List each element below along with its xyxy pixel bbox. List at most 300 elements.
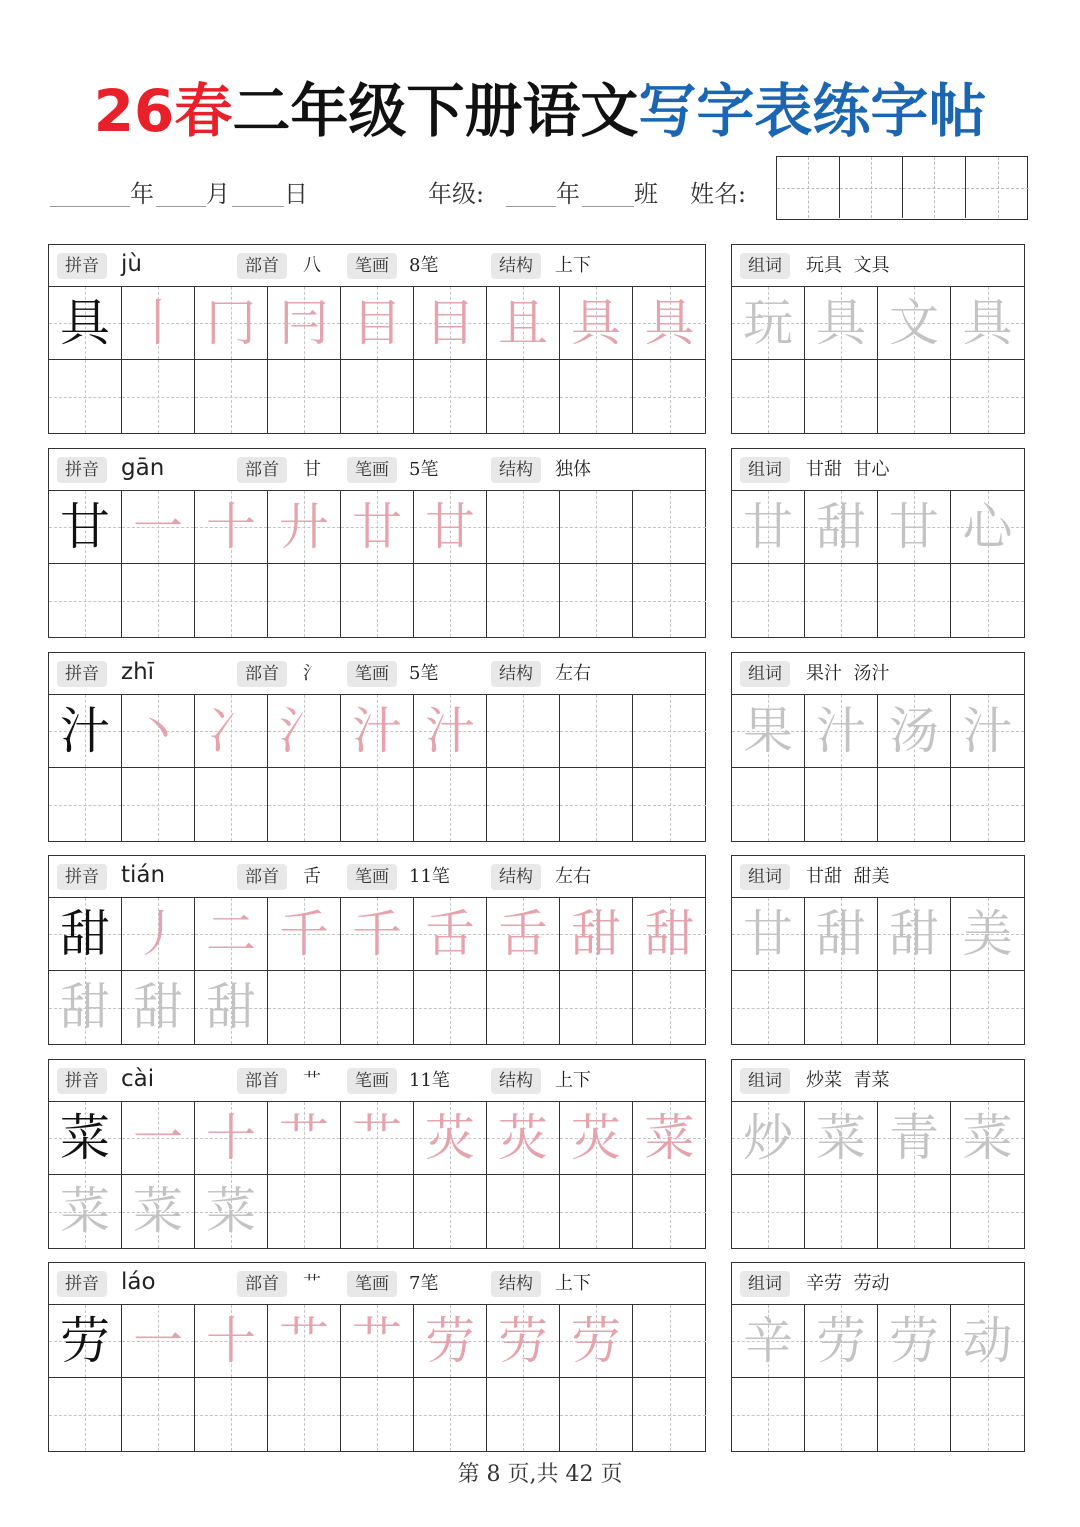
character-info-header [49, 449, 705, 491]
pinyin-value: láo [121, 1269, 156, 1295]
practice-cell[interactable] [195, 695, 268, 768]
day-blank[interactable] [232, 206, 284, 207]
word-trace-character: 甜 [816, 498, 866, 556]
character-practice-panel [48, 448, 706, 638]
structure-value: 左右 [555, 663, 591, 684]
practice-cell[interactable] [951, 768, 1024, 841]
practice-cell[interactable] [560, 1175, 633, 1248]
practice-cell[interactable] [122, 564, 195, 637]
practice-cell[interactable] [122, 768, 195, 841]
strokes-value: 5笔 [409, 459, 439, 480]
stroke-order-step: 具 [571, 294, 621, 352]
words-label: 组词 [740, 864, 790, 890]
practice-cell[interactable] [805, 564, 878, 637]
practice-cell[interactable] [805, 360, 878, 433]
practice-cell[interactable] [560, 768, 633, 841]
character-practice-panel [48, 1262, 706, 1452]
character-practice-panel [48, 244, 706, 434]
practice-cell[interactable] [560, 695, 633, 768]
practice-cell[interactable] [414, 695, 487, 768]
practice-cell[interactable] [878, 1305, 951, 1378]
stroke-order-step: 冫 [206, 702, 256, 760]
radical-value: 艹 [303, 1070, 321, 1091]
practice-cell[interactable] [414, 360, 487, 433]
strokes-value: 11笔 [409, 1070, 450, 1091]
practice-cell[interactable] [633, 768, 706, 841]
practice-cell[interactable] [341, 898, 414, 971]
practice-cell[interactable] [951, 971, 1024, 1044]
practice-cell[interactable] [732, 360, 805, 433]
practice-cell[interactable] [633, 491, 706, 564]
practice-cell[interactable] [341, 287, 414, 360]
structure-value: 上下 [555, 1070, 591, 1091]
practice-cell[interactable] [341, 1175, 414, 1248]
practice-cell[interactable] [341, 360, 414, 433]
grade-year-label: 年 [556, 180, 580, 208]
practice-cell[interactable] [951, 360, 1024, 433]
practice-cell[interactable] [487, 898, 560, 971]
words-value: 甘甜 甘心 [806, 459, 890, 480]
practice-cell[interactable] [732, 1305, 805, 1378]
word-trace-character: 具 [962, 294, 1013, 352]
practice-cell[interactable] [805, 898, 878, 971]
trace-character: 菜 [133, 1182, 183, 1240]
model-character: 菜 [60, 1109, 110, 1167]
practice-cell[interactable] [878, 971, 951, 1044]
stroke-order-step: 舌 [498, 905, 548, 963]
practice-cell[interactable] [414, 898, 487, 971]
word-practice-panel [731, 448, 1025, 638]
practice-cell[interactable] [414, 564, 487, 637]
practice-cell[interactable] [122, 287, 195, 360]
structure-label: 结构 [491, 864, 541, 890]
practice-cell[interactable] [122, 971, 195, 1044]
word-trace-character: 劳 [889, 1312, 939, 1370]
practice-cell[interactable] [268, 491, 341, 564]
practice-cell[interactable] [341, 1378, 414, 1451]
practice-cell[interactable] [268, 1378, 341, 1451]
pinyin-value: gān [121, 455, 165, 481]
practice-cell[interactable] [878, 491, 951, 564]
practice-cell[interactable] [268, 287, 341, 360]
words-value: 玩具 文具 [806, 255, 890, 276]
practice-cell[interactable] [49, 1102, 122, 1175]
info-row [50, 176, 780, 216]
practice-cell[interactable] [195, 491, 268, 564]
radical-label: 部首 [237, 661, 287, 687]
practice-cell[interactable] [49, 898, 122, 971]
practice-cell[interactable] [560, 1378, 633, 1451]
practice-cell[interactable] [122, 1102, 195, 1175]
strokes-value: 8笔 [409, 255, 439, 276]
practice-cell[interactable] [560, 564, 633, 637]
stroke-order-step: 丶 [133, 702, 183, 760]
practice-cell[interactable] [49, 768, 122, 841]
practice-cell[interactable] [195, 287, 268, 360]
model-character: 汁 [60, 702, 110, 760]
practice-cell[interactable] [122, 360, 195, 433]
radical-value: 舌 [303, 866, 321, 887]
practice-cell[interactable] [341, 768, 414, 841]
date-year-label: 年 [130, 180, 154, 208]
structure-value: 独体 [555, 459, 591, 480]
radical-label: 部首 [237, 457, 287, 483]
practice-cell[interactable] [878, 768, 951, 841]
practice-cell[interactable] [560, 287, 633, 360]
name-cell[interactable] [966, 157, 1029, 218]
stroke-order-step: 劳 [571, 1312, 621, 1370]
practice-cell[interactable] [633, 1378, 706, 1451]
practice-cell[interactable] [341, 1305, 414, 1378]
class-label: 班 [634, 180, 658, 208]
character-block [0, 244, 1080, 434]
practice-cell[interactable] [487, 1378, 560, 1451]
structure-value: 左右 [555, 866, 591, 887]
strokes-value: 7笔 [409, 1273, 439, 1294]
stroke-order-step: 甜 [644, 905, 695, 963]
practice-cell[interactable] [805, 287, 878, 360]
name-cell[interactable] [903, 157, 966, 218]
structure-label: 结构 [491, 1068, 541, 1094]
practice-cell[interactable] [633, 1175, 706, 1248]
title-red-part: 26春 [93, 77, 233, 145]
practice-cell[interactable] [560, 971, 633, 1044]
practice-cell[interactable] [122, 1175, 195, 1248]
practice-cell[interactable] [122, 695, 195, 768]
practice-cell[interactable] [560, 360, 633, 433]
practice-cell[interactable] [732, 768, 805, 841]
practice-cell[interactable] [195, 1175, 268, 1248]
practice-cell[interactable] [49, 1378, 122, 1451]
practice-cell[interactable] [732, 898, 805, 971]
practice-cell[interactable] [122, 1378, 195, 1451]
word-trace-character: 文 [889, 294, 939, 352]
practice-cell[interactable] [951, 564, 1024, 637]
word-trace-character: 甘 [743, 498, 793, 556]
practice-cell[interactable] [878, 1378, 951, 1451]
practice-cell[interactable] [633, 360, 706, 433]
pinyin-value: tián [121, 862, 166, 888]
strokes-label: 笔画 [347, 1068, 397, 1094]
word-practice-panel [731, 1059, 1025, 1249]
practice-cell[interactable] [878, 695, 951, 768]
practice-cell[interactable] [560, 1305, 633, 1378]
practice-cell[interactable] [49, 1305, 122, 1378]
practice-cell[interactable] [268, 1102, 341, 1175]
word-info-header [732, 856, 1024, 898]
practice-cell[interactable] [805, 1175, 878, 1248]
practice-cell[interactable] [414, 1305, 487, 1378]
practice-cell[interactable] [487, 695, 560, 768]
practice-cell[interactable] [195, 898, 268, 971]
radical-label: 部首 [237, 864, 287, 890]
pinyin-label: 拼音 [57, 1068, 107, 1094]
pinyin-label: 拼音 [57, 661, 107, 687]
stroke-order-step: 十 [206, 1109, 256, 1167]
practice-cell[interactable] [268, 768, 341, 841]
character-block [0, 855, 1080, 1045]
practice-cell[interactable] [49, 491, 122, 564]
stroke-order-step: 苂 [498, 1109, 548, 1167]
character-block [0, 1059, 1080, 1249]
stroke-order-step: 廿 [352, 498, 402, 556]
word-trace-character: 甘 [743, 905, 793, 963]
practice-cell[interactable] [633, 1102, 706, 1175]
page-footer: 第 8 页,共 42 页 [457, 1462, 623, 1487]
practice-cell[interactable] [414, 287, 487, 360]
practice-cell[interactable] [951, 695, 1024, 768]
practice-cell[interactable] [805, 971, 878, 1044]
title-black-part: 二年级下册语文 [232, 77, 639, 145]
stroke-order-step: 千 [352, 905, 402, 963]
practice-cell[interactable] [487, 1102, 560, 1175]
practice-cell[interactable] [805, 768, 878, 841]
practice-cell[interactable] [951, 1378, 1024, 1451]
pinyin-label: 拼音 [57, 457, 107, 483]
practice-cell[interactable] [49, 695, 122, 768]
practice-cell[interactable] [878, 898, 951, 971]
stroke-order-step: 劳 [498, 1312, 548, 1370]
practice-cell[interactable] [195, 1378, 268, 1451]
words-value: 炒菜 青菜 [806, 1070, 890, 1091]
word-info-header [732, 1263, 1024, 1305]
practice-cell[interactable] [268, 898, 341, 971]
character-practice-panel [48, 652, 706, 842]
practice-cell[interactable] [805, 491, 878, 564]
practice-cell[interactable] [732, 287, 805, 360]
stroke-order-step: 二 [206, 905, 256, 963]
practice-cell[interactable] [268, 564, 341, 637]
model-character: 劳 [60, 1312, 110, 1370]
radical-value: 甘 [303, 459, 321, 480]
practice-cell[interactable] [487, 971, 560, 1044]
stroke-order-step: 一 [133, 1312, 183, 1370]
practice-cell[interactable] [878, 360, 951, 433]
stroke-order-step: 目 [425, 294, 475, 352]
practice-cell[interactable] [732, 695, 805, 768]
word-trace-character: 青 [889, 1109, 939, 1167]
character-practice-panel [48, 855, 706, 1045]
stroke-order-step: 具 [644, 294, 695, 352]
structure-label: 结构 [491, 661, 541, 687]
stroke-order-step: 汁 [352, 702, 402, 760]
practice-cell[interactable] [195, 1102, 268, 1175]
practice-cell[interactable] [951, 287, 1024, 360]
practice-cell[interactable] [878, 564, 951, 637]
practice-cell[interactable] [805, 1378, 878, 1451]
practice-cell[interactable] [49, 287, 122, 360]
practice-cell[interactable] [487, 564, 560, 637]
practice-cell[interactable] [951, 1102, 1024, 1175]
word-trace-character: 菜 [816, 1109, 866, 1167]
trace-character: 菜 [206, 1182, 256, 1240]
strokes-label: 笔画 [347, 253, 397, 279]
practice-cell[interactable] [805, 695, 878, 768]
words-label: 组词 [740, 253, 790, 279]
character-block [0, 652, 1080, 842]
practice-cell[interactable] [633, 564, 706, 637]
practice-cell[interactable] [951, 491, 1024, 564]
practice-cell[interactable] [49, 360, 122, 433]
practice-cell[interactable] [805, 1102, 878, 1175]
practice-cell[interactable] [487, 360, 560, 433]
practice-cell[interactable] [341, 695, 414, 768]
trace-character: 甜 [133, 978, 183, 1036]
name-cell[interactable] [777, 157, 840, 218]
stroke-order-step: 菜 [644, 1109, 695, 1167]
radical-value: 艹 [303, 1273, 321, 1294]
word-trace-character: 具 [816, 294, 866, 352]
practice-cell[interactable] [633, 287, 706, 360]
practice-cell[interactable] [487, 768, 560, 841]
stroke-order-step: 十 [206, 498, 256, 556]
name-label: 姓名: [690, 180, 747, 208]
trace-character: 甜 [60, 978, 110, 1036]
practice-cell[interactable] [487, 287, 560, 360]
stroke-order-step: 艹 [279, 1109, 329, 1167]
practice-cell[interactable] [49, 1175, 122, 1248]
practice-cell[interactable] [633, 1305, 706, 1378]
year-blank[interactable] [50, 206, 130, 207]
practice-cell[interactable] [341, 1102, 414, 1175]
stroke-order-step: 汁 [425, 702, 475, 760]
practice-cell[interactable] [732, 564, 805, 637]
practice-cell[interactable] [414, 1102, 487, 1175]
strokes-label: 笔画 [347, 864, 397, 890]
practice-cell[interactable] [341, 491, 414, 564]
practice-cell[interactable] [268, 1305, 341, 1378]
grade-year-blank[interactable] [506, 206, 556, 207]
word-trace-character: 甘 [889, 498, 939, 556]
practice-cell[interactable] [732, 1175, 805, 1248]
practice-cell[interactable] [49, 564, 122, 637]
practice-cell[interactable] [414, 971, 487, 1044]
structure-label: 结构 [491, 253, 541, 279]
practice-cell[interactable] [560, 1102, 633, 1175]
stroke-order-step: 一 [133, 498, 183, 556]
practice-cell[interactable] [195, 768, 268, 841]
practice-cell[interactable] [195, 564, 268, 637]
stroke-order-step: 艹 [352, 1109, 402, 1167]
practice-cell[interactable] [951, 1305, 1024, 1378]
name-cell[interactable] [840, 157, 903, 218]
date-day-label: 日 [284, 180, 308, 208]
stroke-order-step: 劳 [425, 1312, 475, 1370]
words-label: 组词 [740, 1068, 790, 1094]
practice-cell[interactable] [560, 491, 633, 564]
date-month-label: 月 [206, 180, 230, 208]
practice-cell[interactable] [633, 898, 706, 971]
practice-cell[interactable] [951, 1175, 1024, 1248]
stroke-order-step: 艹 [279, 1312, 329, 1370]
trace-character: 菜 [60, 1182, 110, 1240]
practice-cell[interactable] [268, 695, 341, 768]
practice-cell[interactable] [195, 360, 268, 433]
word-trace-character: 甜 [816, 905, 866, 963]
practice-cell[interactable] [732, 971, 805, 1044]
word-trace-character: 果 [743, 702, 793, 760]
word-info-header [732, 1060, 1024, 1102]
word-info-header [732, 245, 1024, 287]
word-trace-character: 美 [962, 905, 1013, 963]
practice-cell[interactable] [633, 971, 706, 1044]
practice-cell[interactable] [414, 768, 487, 841]
practice-cell[interactable] [414, 1378, 487, 1451]
stroke-order-step: 甜 [571, 905, 621, 963]
practice-cell[interactable] [732, 1102, 805, 1175]
practice-cell[interactable] [487, 1175, 560, 1248]
character-info-header [49, 653, 705, 695]
practice-cell[interactable] [487, 491, 560, 564]
practice-cell[interactable] [878, 287, 951, 360]
practice-cell[interactable] [341, 971, 414, 1044]
practice-cell[interactable] [122, 491, 195, 564]
practice-cell[interactable] [878, 1175, 951, 1248]
practice-cell[interactable] [633, 695, 706, 768]
character-practice-panel [48, 1059, 706, 1249]
strokes-label: 笔画 [347, 457, 397, 483]
practice-cell[interactable] [122, 898, 195, 971]
practice-cell[interactable] [878, 1102, 951, 1175]
practice-cell[interactable] [805, 1305, 878, 1378]
stroke-order-step: 且 [498, 294, 548, 352]
page-title [0, 72, 1080, 150]
word-trace-character: 汁 [816, 702, 866, 760]
word-trace-character: 辛 [743, 1312, 793, 1370]
model-character: 具 [60, 294, 110, 352]
stroke-order-step: 丿 [133, 905, 183, 963]
practice-cell[interactable] [732, 491, 805, 564]
name-grid[interactable] [776, 156, 1028, 220]
stroke-order-step: 艹 [352, 1312, 402, 1370]
month-blank[interactable] [156, 206, 206, 207]
practice-cell[interactable] [560, 898, 633, 971]
class-blank[interactable] [582, 206, 634, 207]
practice-cell[interactable] [732, 1378, 805, 1451]
practice-cell[interactable] [195, 971, 268, 1044]
pinyin-label: 拼音 [57, 253, 107, 279]
pinyin-value: jù [121, 251, 142, 277]
word-info-header [732, 449, 1024, 491]
practice-cell[interactable] [195, 1305, 268, 1378]
model-character: 甜 [60, 905, 110, 963]
practice-cell[interactable] [414, 491, 487, 564]
character-info-header [49, 245, 705, 287]
strokes-label: 笔画 [347, 661, 397, 687]
practice-cell[interactable] [122, 1305, 195, 1378]
practice-cell[interactable] [414, 1175, 487, 1248]
practice-cell[interactable] [268, 360, 341, 433]
practice-cell[interactable] [49, 971, 122, 1044]
strokes-value: 5笔 [409, 663, 439, 684]
structure-value: 上下 [555, 255, 591, 276]
stroke-order-step: 目 [352, 294, 402, 352]
structure-label: 结构 [491, 457, 541, 483]
stroke-order-step: 氵 [279, 702, 329, 760]
practice-cell[interactable] [487, 1305, 560, 1378]
practice-cell[interactable] [268, 971, 341, 1044]
stroke-order-step: 丨 [133, 294, 183, 352]
model-character: 甘 [60, 498, 110, 556]
practice-cell[interactable] [341, 564, 414, 637]
words-label: 组词 [740, 1271, 790, 1297]
stroke-order-step: 甘 [425, 498, 475, 556]
radical-label: 部首 [237, 253, 287, 279]
practice-cell[interactable] [268, 1175, 341, 1248]
practice-cell[interactable] [951, 898, 1024, 971]
word-trace-character: 炒 [743, 1109, 793, 1167]
word-practice-panel [731, 652, 1025, 842]
